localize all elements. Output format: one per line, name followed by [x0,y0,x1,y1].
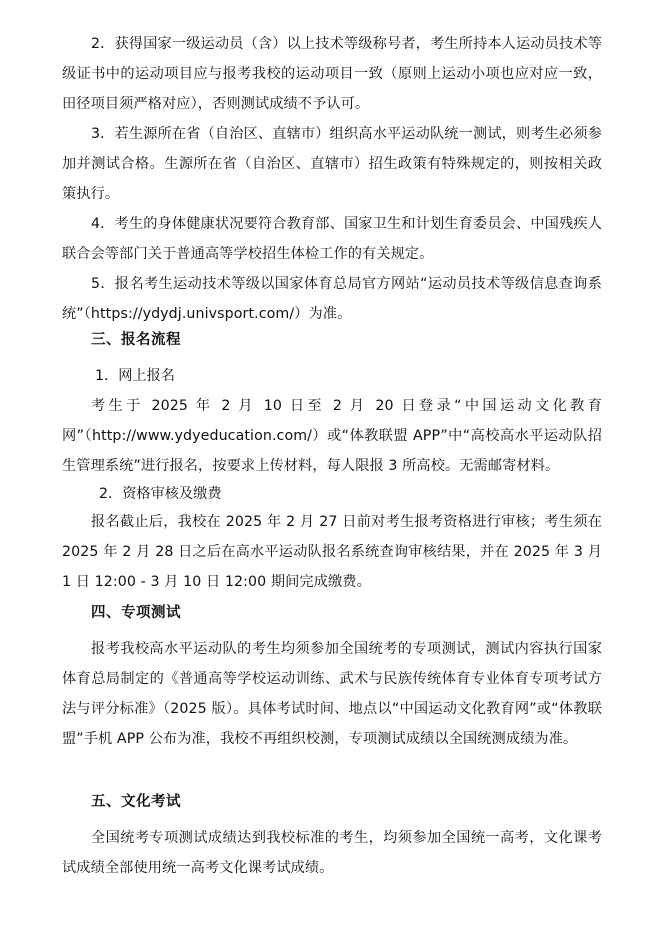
section-5-heading: 五、文化考试 [91,794,181,810]
paragraph-item-3: 3．若生源所在省（自治区、直辖市）组织高水平运动队统一测试，则考生必须参加并测试合格。生源所在省（自治区、直辖市）招生政策有特殊规定的，则按相关政策执行。 [62,126,602,202]
section-5-text: 全国统考专项测试成绩达到我校标准的考生，均须参加全国统一高考，文化课考试成绩全部使用统一高考文化课考试成绩。 [62,830,602,876]
section-4-text: 报考我校高水平运动队的考生均须参加全国统考的专项测试，测试内容执行国家体育总局制定的《普通高等学校运动训练、武术与民族传统体育专业体育专项考试方法与评分标准》（2025 版）。具体考试时间、地点以“中国运动文化教育网”或“体教联盟”手机 APP 公布为准，我校不再组织校测，专项测试成绩以全国统测成绩为准。 [62,641,602,747]
section-3-sub2-text: 报名截止后，我校在 2025 年 2 月 27 日前对考生报考资格进行审核；考生须在 2025 年 2 月 28 日之后在高水平运动队报名系统查询审核结果，并在 2025 年 3 月 1 日 12:00 - 3 月 10 日 12:00 期间完成缴费。 [62,514,602,590]
paragraph-item-5: 5．报名考生运动技术等级以国家体育总局官方网站“运动员技术等级信息查询系统”（https://ydydj.univsport.com/）为准。 [62,276,602,322]
paragraph-item-4: 4．考生的身体健康状况要符合教育部、国家卫生和计划生育委员会、中国残疾人联合会等部门关于普通高等学校招生体检工作的有关规定。 [62,216,602,262]
section-4-heading: 四、专项测试 [91,605,181,621]
section-3-sub1-text: 考生于 2025 年 2 月 10 日至 2 月 20 日登录“中国运动文化教育网”（http://www.ydyeducation.com/）或“体教联盟 APP”中“高校高水平运动队招生管理系统”进行报名，按要求上传材料，每人限报 3 所高校。无需邮寄材料。 [62,398,602,474]
section-3-sub1-heading: 1．网上报名 [95,368,175,384]
section-3-sub2-heading: 2．资格审核及缴费 [99,486,222,502]
paragraph-item-2: 2．获得国家一级运动员（含）以上技术等级称号者，考生所持本人运动员技术等级证书中的运动项目应与报考我校的运动项目一致（原则上运动小项也应对应一致，田径项目须严格对应），否则测试成绩不予认可。 [62,36,602,112]
section-3-heading: 三、报名流程 [91,332,181,348]
